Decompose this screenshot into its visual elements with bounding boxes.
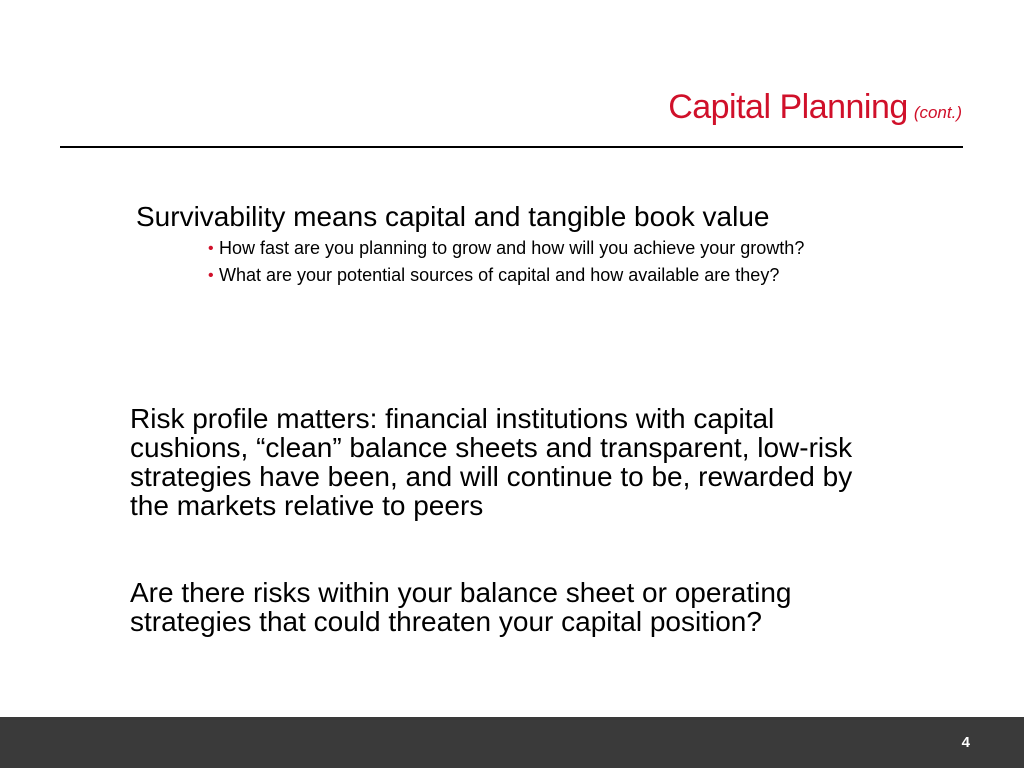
title-divider [60, 146, 963, 148]
title-suffix: (cont.) [913, 103, 962, 122]
risk-profile-paragraph: Risk profile matters: financial institutions with capital cushions, “clean” balance sheets and transparent, low-risk strategies have been, and will continue to be, rewarded by the markets relative to peers [130, 403, 853, 521]
bullet-text: How fast are you planning to grow and how will you achieve your growth? [219, 238, 805, 258]
slide-title [668, 88, 962, 127]
survivability-bullet-list [136, 238, 836, 286]
balance-sheet-risk-paragraph: Are there risks within your balance sheet or operating strategies that could threaten your capital position? [130, 577, 792, 637]
bullet-icon: • [208, 240, 214, 257]
title-text: Capital Planning [668, 88, 908, 126]
bullet-text: What are your potential sources of capital and how available are they? [219, 265, 780, 285]
survivability-section [136, 202, 836, 292]
footer-bar [0, 717, 1024, 768]
page-number: 4 [961, 734, 970, 751]
survivability-lead: Survivability means capital and tangible book value [136, 201, 770, 232]
bullet-icon: • [208, 267, 214, 284]
bullet-item-capital-sources [208, 265, 836, 286]
bullet-item-growth [208, 238, 836, 259]
